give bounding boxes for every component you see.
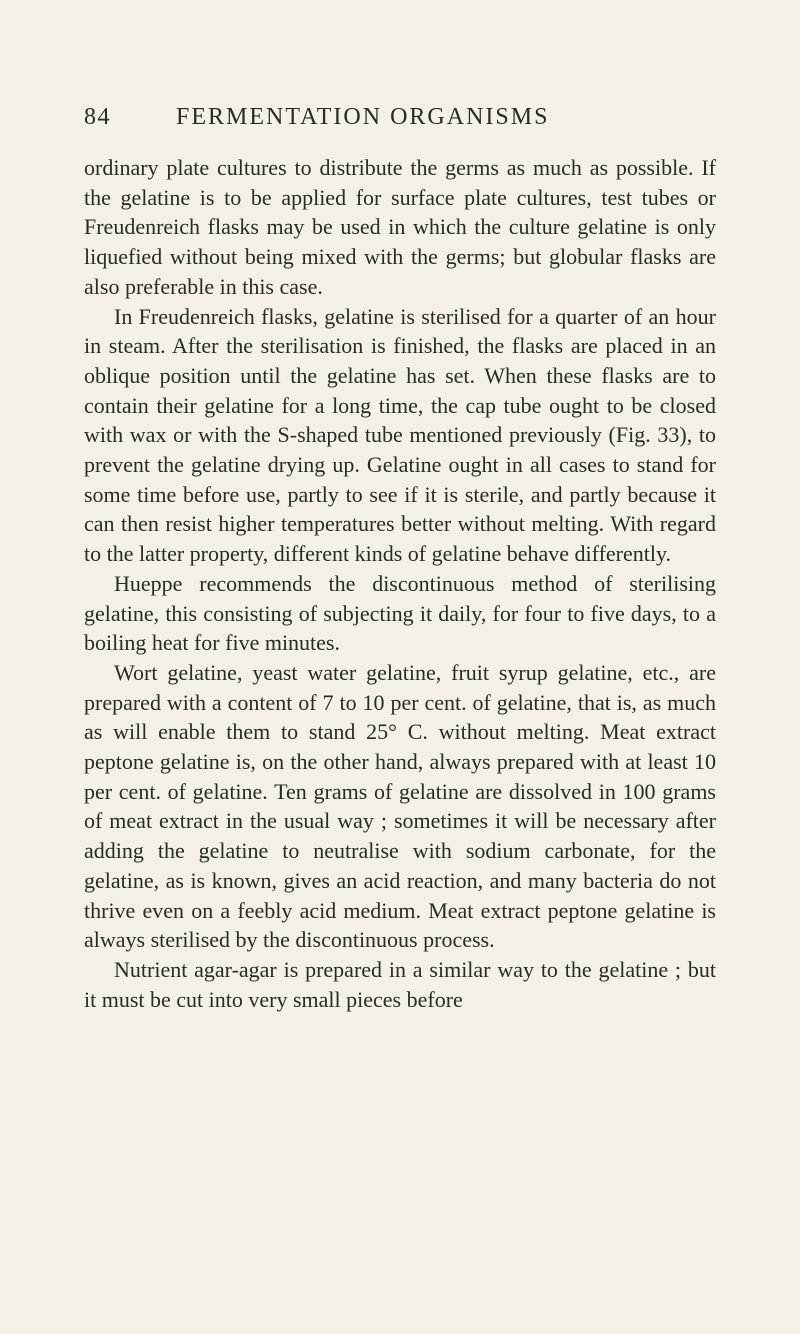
paragraph: Nutrient agar-agar is prepared in a similar way to the gelatine ; but it must be cut into very small pieces before xyxy=(84,956,716,1012)
page-number: 84 xyxy=(84,104,111,130)
running-title: FERMENTATION ORGANISMS xyxy=(176,104,550,130)
paragraph: Hueppe recommends the discontinuous method of sterilising gelatine, this consisting of subjecting it daily, for four to five days, to a boiling heat for five minutes. xyxy=(84,570,716,656)
paragraph: In Freudenreich flasks, gelatine is sterilised for a quarter of an hour in steam. After the sterilisation is finished, the flasks are placed in an oblique position until the gelatine has set. When these flasks are to contain their gelatine for a long time, the cap tube ought to be closed with wax or with the S-shaped tube mentioned previously (Fig. 33), to prevent the gelatine drying up. Gelatine ought in all cases to stand for some time before use, partly to see if it is sterile, and partly because it can then resist higher temperatures better without melting. With regard to the latter property, different kinds of gelatine behave differently. xyxy=(84,303,716,567)
paragraph: Wort gelatine, yeast water gelatine, fruit syrup gelatine, etc., are prepared with a content of 7 to 10 per cent. of gelatine, that is, as much as will enable them to stand 25° C. without melting. Meat extract peptone gelatine is, on the other hand, always prepared with at least 10 per cent. of gelatine. Ten grams of gelatine are dissolved in 100 grams of meat extract in the usual way ; sometimes it will be necessary after adding the gelatine to neutralise with sodium carbonate, for the gelatine, as is known, gives an acid reaction, and many bacteria do not thrive even on a feebly acid medium. Meat extract peptone gelatine is always sterilised by the discontinuous process. xyxy=(84,659,716,953)
page-header xyxy=(84,104,716,134)
body-text xyxy=(84,153,716,1014)
paragraph: ordinary plate cultures to distribute the germs as much as possible. If the gelatine is to be applied for surface plate cultures, test tubes or Freudenreich flasks may be used in which the culture gelatine is only liquefied without being mixed with the germs; but globular flasks are also preferable in this case. xyxy=(84,155,716,299)
